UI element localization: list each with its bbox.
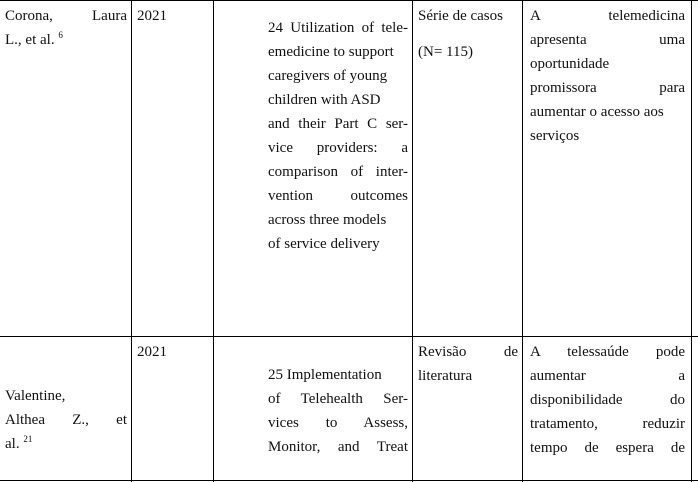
design-line: Série de casos (418, 8, 503, 24)
column-divider (412, 0, 413, 482)
title-line: 24 Utilization of tele- (268, 20, 408, 36)
column-divider (522, 0, 523, 482)
title-line: vention outcomes (268, 188, 408, 204)
title-cell (268, 16, 408, 256)
title-line: vices to Assess, (268, 415, 408, 431)
title-line: children with ASD (268, 92, 381, 108)
column-divider (131, 0, 132, 482)
conclusion-line: serviços (530, 128, 580, 144)
title-line: of Telehealth Ser- (268, 391, 408, 407)
conclusion-line: A telessaúde pode (530, 344, 685, 360)
year-value: 2021 (137, 8, 167, 24)
conclusion-cell (530, 340, 685, 460)
design-cell (418, 4, 518, 64)
year-cell (137, 4, 209, 28)
year-value: 2021 (137, 344, 167, 360)
column-divider (691, 0, 692, 482)
conclusion-line: oportunidade (530, 56, 610, 72)
title-cell (268, 363, 408, 459)
author-line: L., et al. $^6$ (5, 30, 63, 48)
conclusion-line: tratamento, reduzir (530, 416, 685, 432)
author-cell (5, 384, 127, 456)
title-line: caregivers of young (268, 68, 388, 84)
reference-number: 21 (23, 434, 33, 444)
reference-number: 6 (58, 30, 63, 40)
conclusion-line: promissora para (530, 80, 685, 96)
column-divider (213, 0, 214, 482)
title-line: vice providers: a (268, 140, 408, 156)
title-line: comparison of inter- (268, 164, 408, 180)
design-line: Revisão de (418, 344, 518, 360)
title-line: and their Part C ser- (268, 116, 408, 132)
title-line: across three models (268, 212, 387, 228)
conclusion-line: tempo de espera de (530, 440, 685, 456)
conclusion-line: A telemedicina (530, 8, 685, 24)
conclusion-line: aumentar o acesso aos (530, 104, 664, 120)
conclusion-cell (530, 4, 685, 148)
author-cell (5, 4, 127, 52)
year-cell (137, 340, 209, 364)
design-cell (418, 340, 518, 388)
author-line: Valentine, (5, 388, 66, 404)
conclusion-line: disponibilidade do (530, 392, 685, 408)
title-line: Monitor, and Treat (268, 439, 408, 455)
row-divider (0, 480, 698, 481)
author-line: Corona, Laura (5, 8, 127, 24)
row-divider (0, 0, 698, 1)
title-line: emedicine to support (268, 44, 394, 60)
author-line: Althea Z., et (5, 412, 127, 428)
title-line: of service delivery (268, 236, 380, 252)
conclusion-line: apresenta uma (530, 32, 685, 48)
design-line: literatura (418, 368, 473, 384)
conclusion-line: aumentar a (530, 368, 685, 384)
row-divider (0, 336, 698, 337)
author-line: al. $^{21}$ (5, 434, 33, 452)
design-line: (N= 115) (418, 44, 473, 60)
title-line: 25 Implementation (268, 367, 382, 383)
